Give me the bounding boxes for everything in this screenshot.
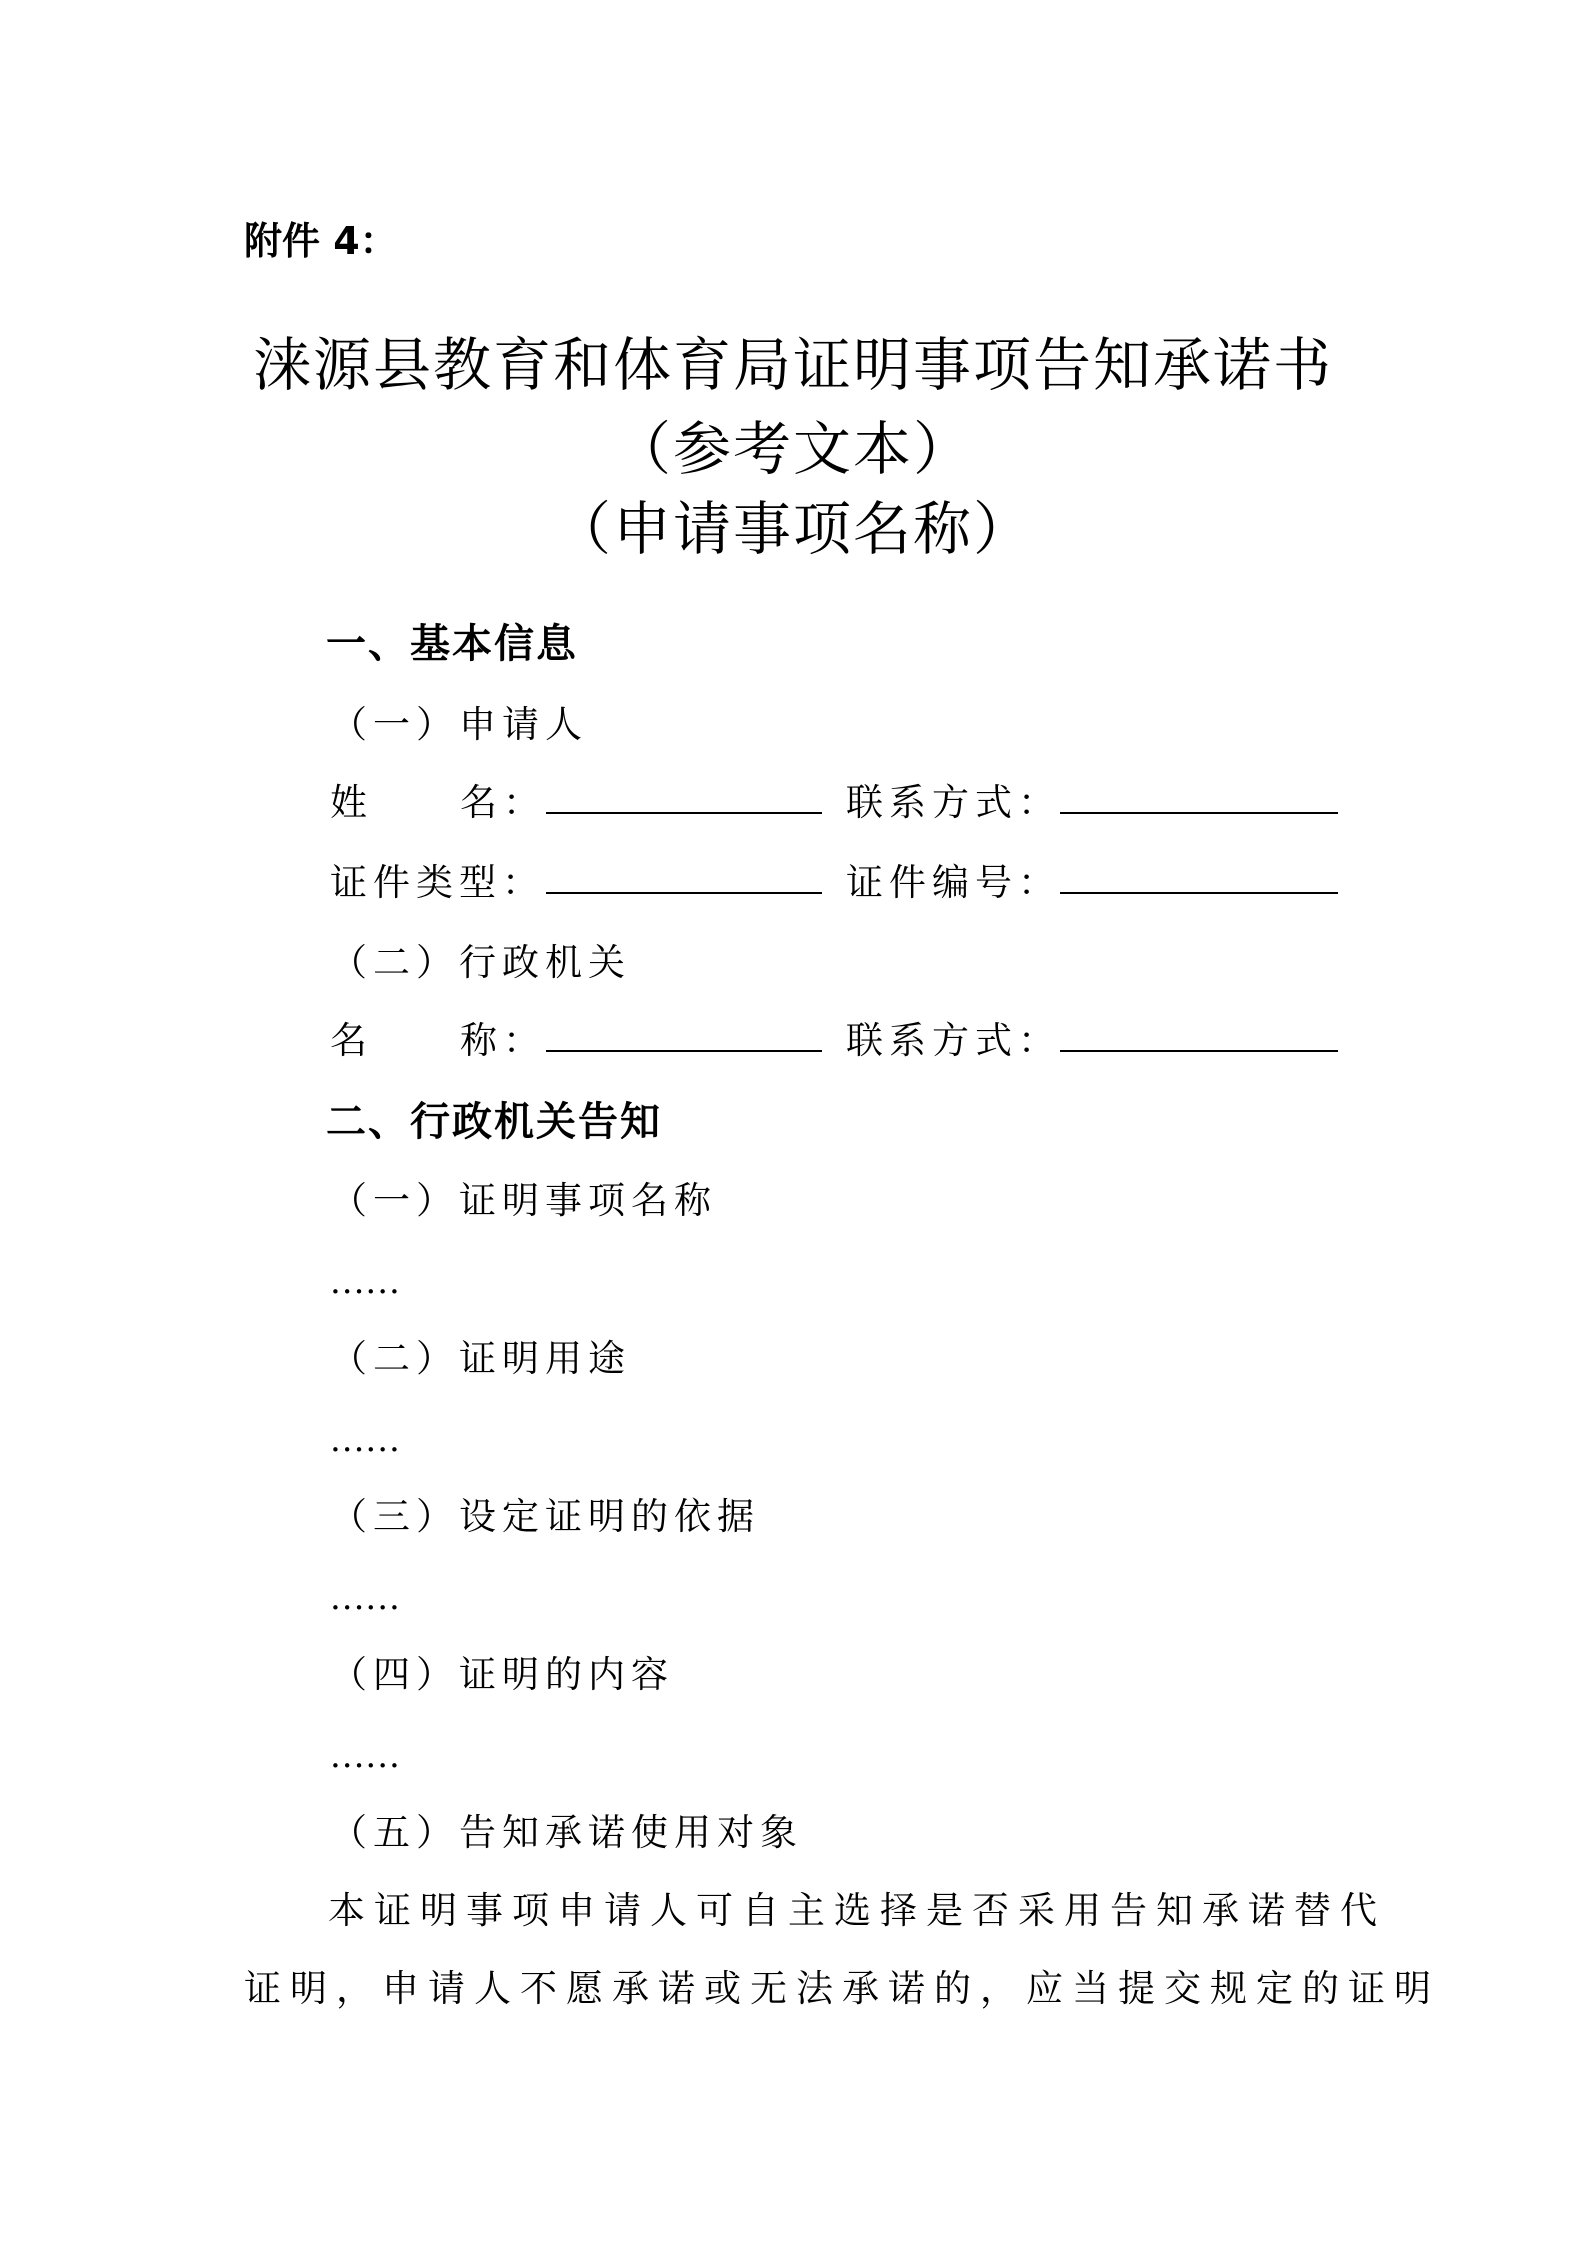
ellipsis-4: ...... (330, 1736, 401, 1776)
id-type-field[interactable] (546, 892, 822, 894)
item-certificate-purpose: （二）证明用途 (330, 1337, 631, 1380)
item-certificate-name: （一）证明事项名称 (330, 1179, 717, 1222)
section-agency-notice-heading: 二、行政机关告知 (326, 1099, 662, 1145)
paragraph-line-1: 本证明事项申请人可自主选择是否采用告知承诺替代 (328, 1889, 1386, 1932)
agency-contact-field[interactable] (1060, 1050, 1338, 1052)
attachment-label: 附件 4： (244, 219, 398, 263)
id-number-label: 证件编号： (846, 861, 1061, 904)
agency-contact-label: 联系方式： (846, 1019, 1061, 1062)
applicant-contact-label: 联系方式： (846, 781, 1061, 824)
agency-name-label-first: 名 (330, 1019, 373, 1062)
section-basic-info-heading: 一、基本信息 (326, 621, 578, 667)
item-certificate-basis: （三）设定证明的依据 (330, 1495, 760, 1538)
agency-heading: （二）行政机关 (330, 941, 631, 984)
agency-name-field[interactable] (546, 1050, 822, 1052)
application-item-name: （申请事项名称） (552, 495, 1033, 563)
item-commitment-scope: （五）告知承诺使用对象 (330, 1811, 803, 1854)
item-certificate-content: （四）证明的内容 (330, 1653, 674, 1696)
document-title: 涞源县教育和体育局证明事项告知承诺书 (252, 331, 1333, 399)
paragraph-line-2: 证明，申请人不愿承诺或无法承诺的，应当提交规定的证明 (244, 1967, 1440, 2010)
applicant-heading: （一）申请人 (330, 703, 588, 746)
applicant-name-label-second: 名： (460, 781, 546, 824)
applicant-name-label-first: 姓 (330, 781, 373, 824)
agency-name-label-second: 称： (460, 1019, 546, 1062)
applicant-contact-field[interactable] (1060, 812, 1338, 814)
ellipsis-2: ...... (330, 1420, 401, 1460)
ellipsis-3: ...... (330, 1578, 401, 1618)
id-number-field[interactable] (1060, 892, 1338, 894)
ellipsis-1: ...... (330, 1262, 401, 1302)
id-type-label: 证件类型： (330, 861, 545, 904)
applicant-name-field[interactable] (546, 812, 822, 814)
document-subtitle: （参考文本） (612, 415, 973, 483)
